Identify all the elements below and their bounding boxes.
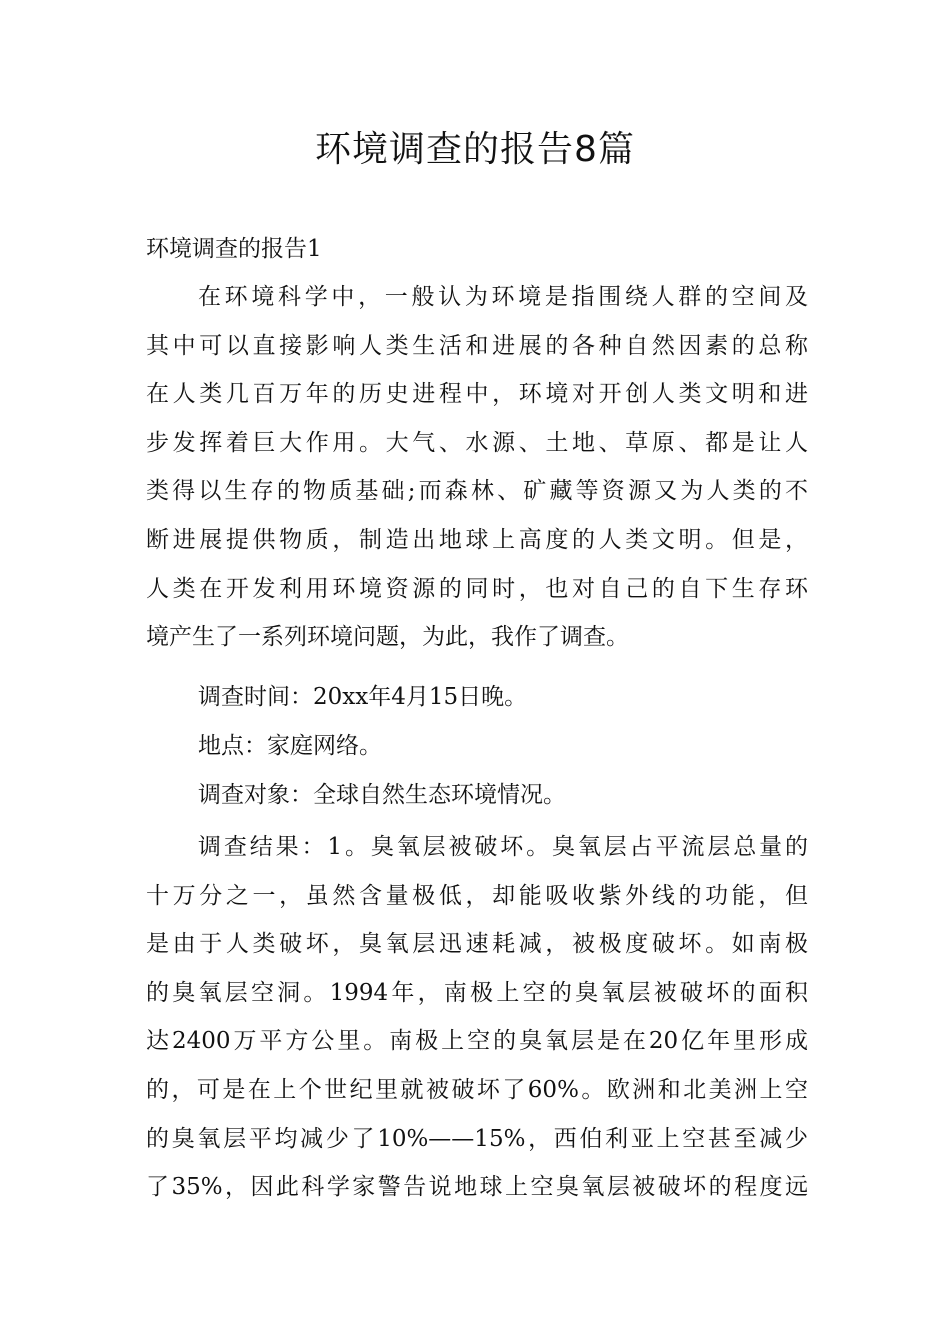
paragraph-line: 断进展提供物质，制造出地球上高度的人类文明。但是， [146,526,808,553]
survey-time: 调查时间：20xx年4月15日晚。 [198,684,528,710]
intro-paragraph [146,273,808,662]
paragraph-line: 的，可是在上个世纪里就被破坏了60%。欧洲和北美洲上空 [146,1076,808,1103]
paragraph-line: 在环境科学中，一般认为环境是指围绕人群的空间及 [198,284,808,310]
paragraph-line: 调查结果：1。臭氧层被破坏。臭氧层占平流层总量的 [198,834,808,860]
survey-target: 调查对象：全球自然生态环境情况。 [198,782,566,808]
paragraph-line: 类得以生存的物质基础;而森林、矿藏等资源又为人类的不 [146,478,808,505]
results-paragraph [146,823,808,1212]
paragraph-line: 的臭氧层空洞。1994年，南极上空的臭氧层被破坏的面积 [146,979,808,1006]
paragraph-line: 的臭氧层平均减少了10%——15%，西伯利亚上空甚至减少 [146,1125,808,1152]
paragraph-line: 了35%，因此科学家警告说地球上空臭氧层被破坏的程度远 [146,1174,808,1201]
paragraph-line: 在人类几百万年的历史进程中，环境对开创人类文明和进 [146,381,808,408]
paragraph-line: 十万分之一，虽然含量极低，却能吸收紫外线的功能，但 [146,882,808,909]
paragraph-line: 步发挥着巨大作用。大气、水源、土地、草原、都是让人 [146,429,808,456]
paragraph-line: 人类在开发利用环境资源的同时，也对自己的自下生存环 [146,575,808,602]
section-heading: 环境调查的报告1 [146,236,322,262]
paragraph-line: 是由于人类破坏，臭氧层迅速耗减，被极度破坏。如南极 [146,931,808,958]
paragraph-line: 其中可以直接影响人类生活和进展的各种自然因素的总称 [146,332,808,359]
paragraph-line: 达2400万平方公里。南极上空的臭氧层是在20亿年里形成 [146,1028,808,1055]
paragraph-line: 境产生了一系列环境问题，为此，我作了调查。 [146,624,629,651]
survey-location: 地点：家庭网络。 [198,733,382,759]
document-title: 环境调查的报告8篇 [315,129,635,170]
